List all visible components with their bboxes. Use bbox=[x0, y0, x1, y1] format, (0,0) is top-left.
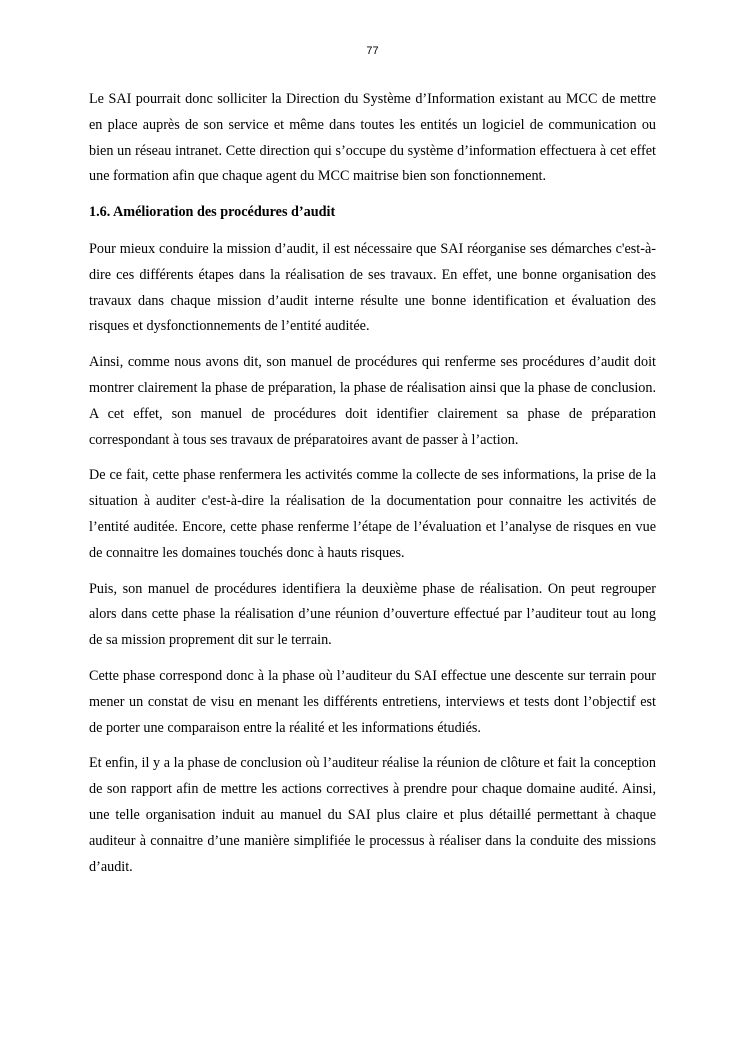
page-number: 77 bbox=[366, 45, 379, 57]
paragraph-sai-information-system: Le SAI pourrait donc solliciter la Direction du Système d’Information existant au MCC de mettre en place auprès de son service et même dans toutes les entités un logiciel de communication ou bien un réseau intranet. Cette direction qui s’occupe du système d’information effectuera à cet effet une formation afin que chaque agent du MCC maitrise bien son fonctionnement. bbox=[89, 91, 656, 185]
paragraph-procedures-manual: Ainsi, comme nous avons dit, son manuel de procédures qui renferme ses procédures d’audit doit montrer clairement la phase de préparation, la phase de réalisation ainsi que la phase de conclusion. A cet effet, son manuel de procédures doit identifier clairement sa phase de préparation correspondant à tous ses travaux de préparatoires avant de passer à l’action. bbox=[89, 354, 656, 448]
paragraph-preparation-phase: De ce fait, cette phase renfermera les activités comme la collecte de ses informations, la prise de la situation à auditer c'est-à-dire la réalisation de la documentation pour connaitre les activités de l’entité auditée. Encore, cette phase renferme l’étape de l’évaluation et l’analyse de risques en vue de connaitre les domaines touchés donc à hauts risques. bbox=[89, 467, 656, 561]
paragraph-conclusion-phase: Et enfin, il y a la phase de conclusion où l’auditeur réalise la réunion de clôture et fait la conception de son rapport afin de mettre les actions correctives à prendre pour chaque domaine audité. Ainsi, une telle organisation induit au manuel du SAI plus claire et plus détaillé permettant à chaque auditeur à connaitre d’une manière simplifiée le processus à réaliser dans la conduite des missions d’audit. bbox=[89, 755, 656, 875]
paragraph-realisation-phase: Puis, son manuel de procédures identifiera la deuxième phase de réalisation. On peut regrouper alors dans cette phase la réalisation d’une réunion d’ouverture effectué par l’auditeur tout au long de sa mission proprement dit sur le terrain. bbox=[89, 580, 656, 649]
paragraph-audit-reorganisation: Pour mieux conduire la mission d’audit, il est nécessaire que SAI réorganise ses démarches c'est-à-dire ces différents étapes dans la réalisation de ses travaux. En effet, une bonne organisation des travaux dans chaque mission d’audit interne résulte une bonne identification et évaluation des risques et dysfonctionnements de l’entité auditée. bbox=[89, 240, 656, 335]
section-heading-audit-procedures: 1.6. Amélioration des procédures d’audit bbox=[89, 204, 336, 221]
page-body bbox=[89, 87, 656, 890]
paragraph-field-work: Cette phase correspond donc à la phase où l’auditeur du SAI effectue une descente sur terrain pour mener un constat de visu en menant les différents entretiens, interviews et tests dont l’objectif est de porter une comparaison entre la réalité et les informations étudiés. bbox=[89, 667, 656, 736]
